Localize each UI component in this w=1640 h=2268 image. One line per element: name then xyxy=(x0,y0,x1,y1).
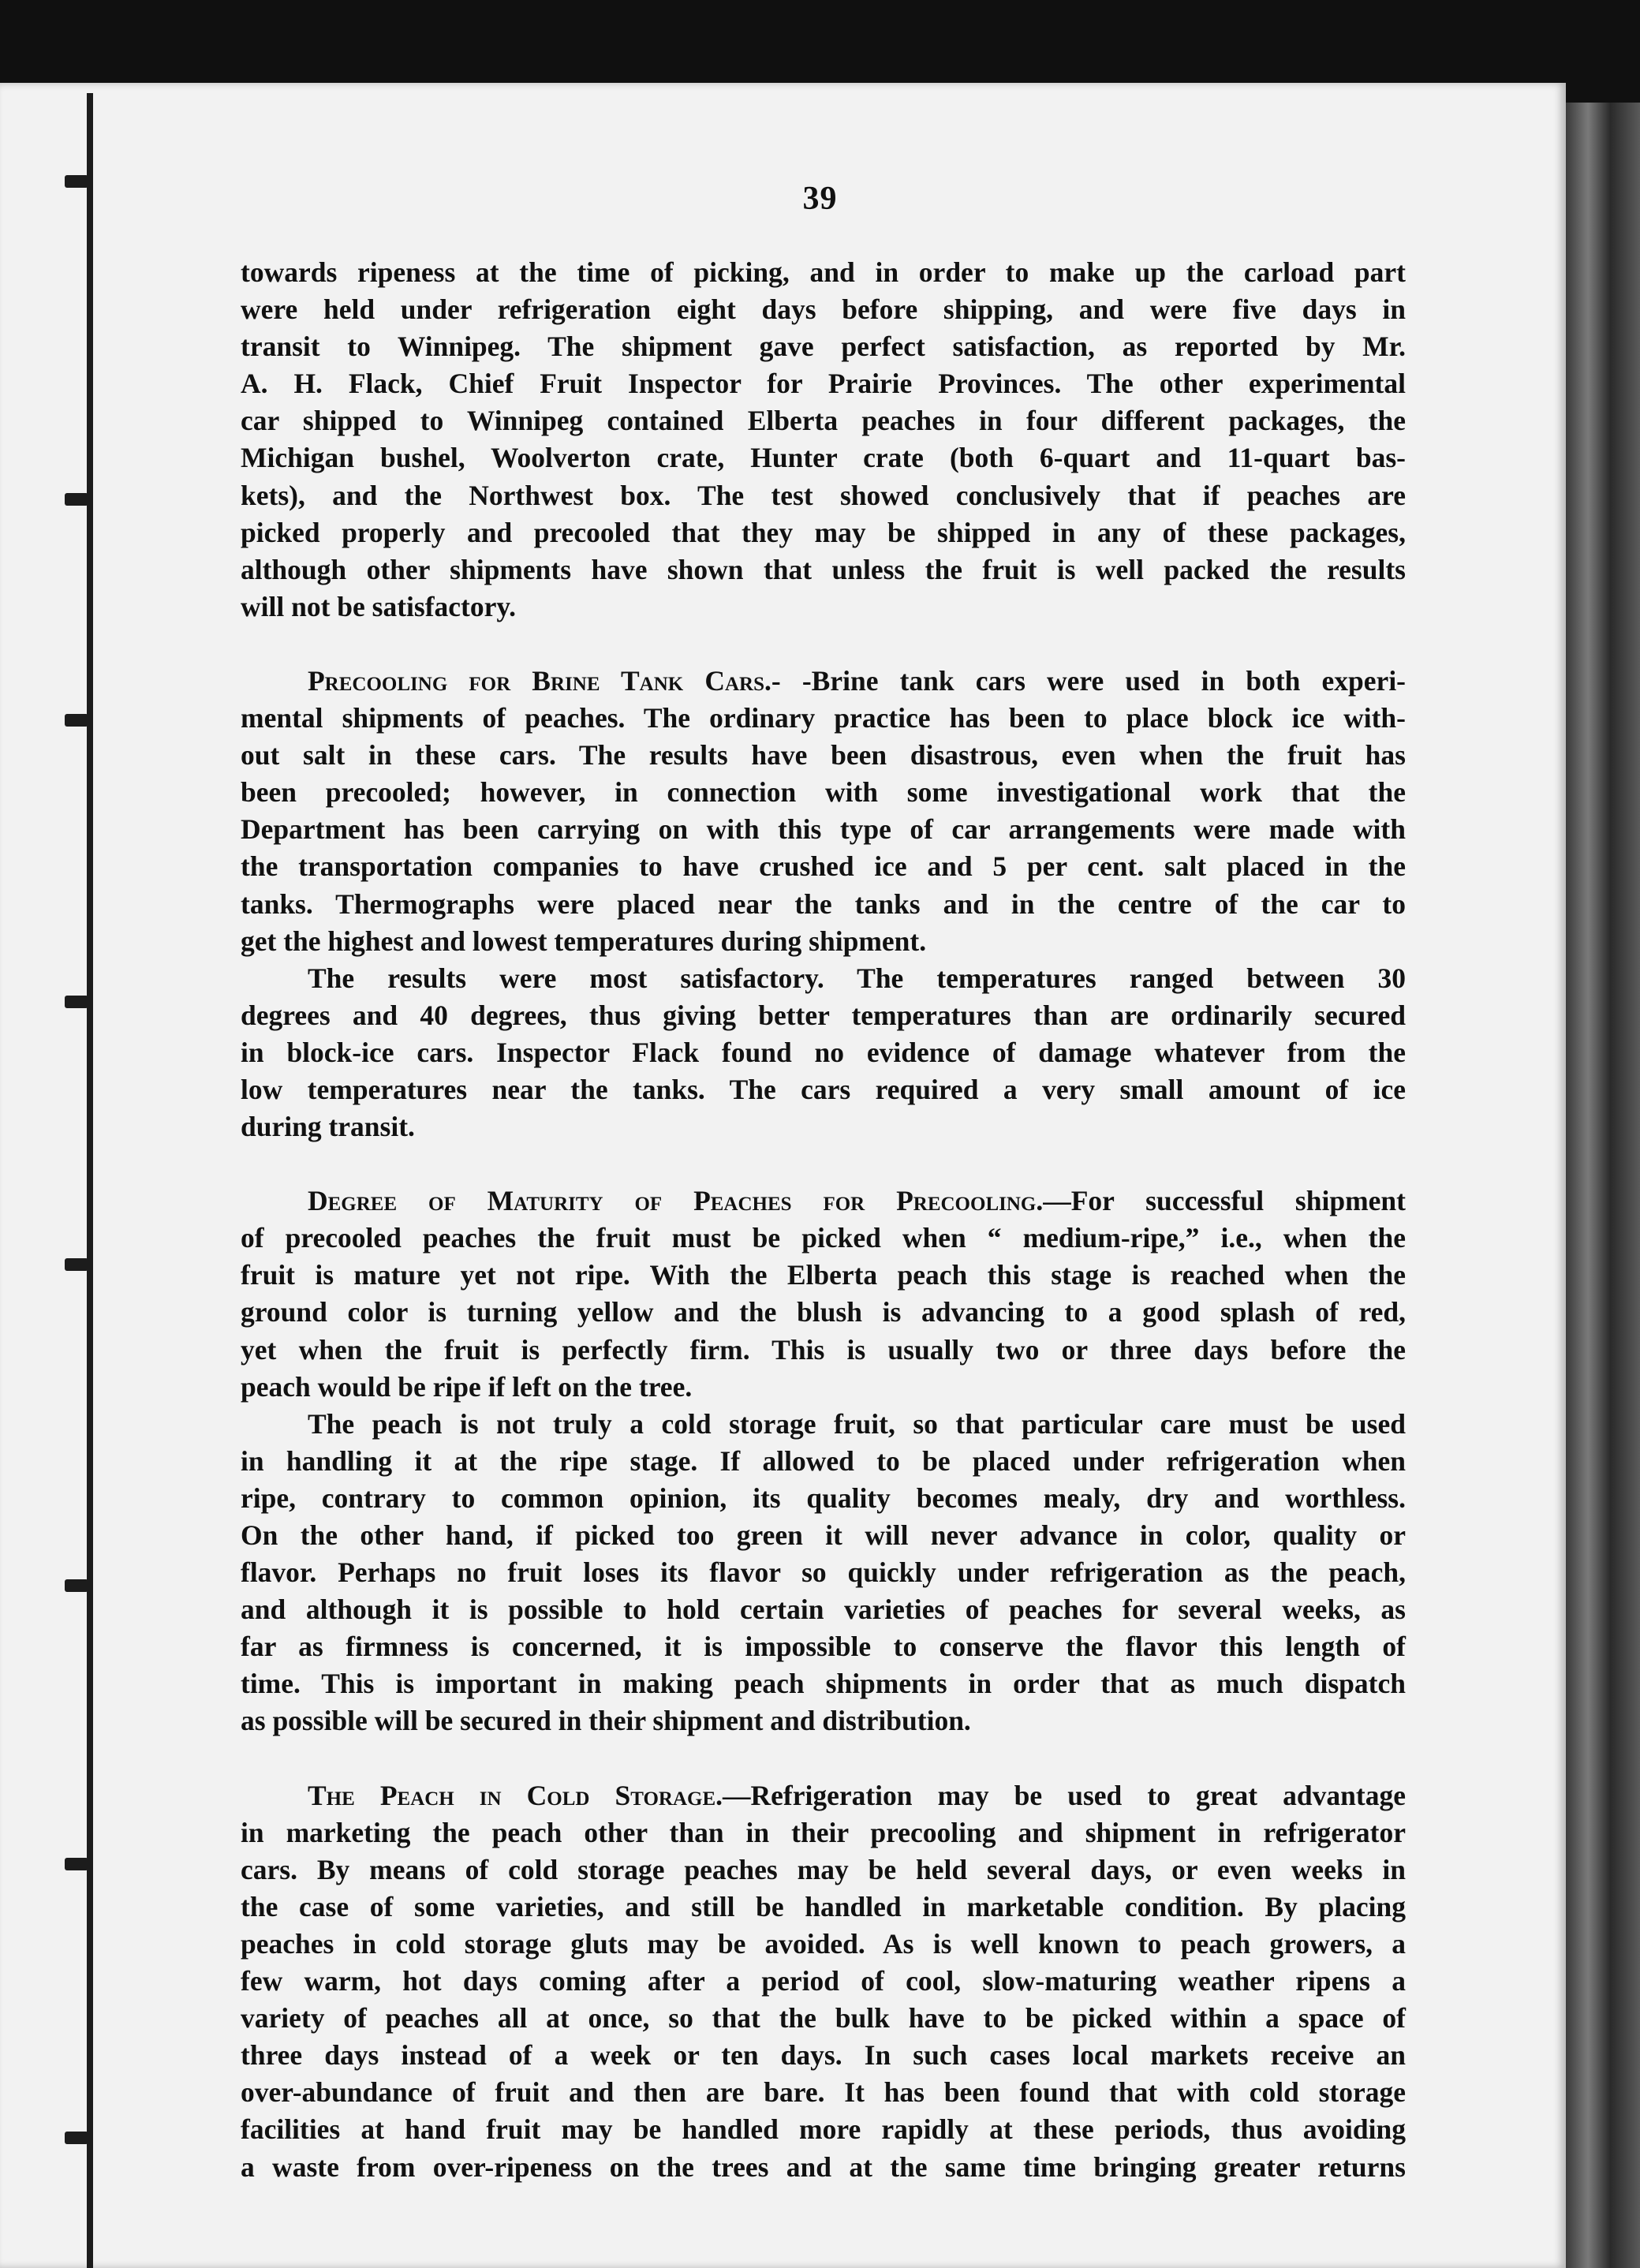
text-line: the case of some varieties, and still be handled in marketable condition. By placing xyxy=(241,1890,1406,1922)
paragraph xyxy=(241,1777,1406,2186)
page-number: 39 xyxy=(802,181,838,217)
text-line: of precooled peaches the fruit must be picked when “ medium-ripe,” i.e., when the xyxy=(241,1222,1406,1254)
text-line: A. H. Flack, Chief Fruit Inspector for Prairie Provinces. The other experimental xyxy=(241,368,1406,400)
text-line: degrees and 40 degrees, thus giving better temperatures than are ordinarily secured xyxy=(241,999,1406,1031)
paragraph xyxy=(241,960,1406,1145)
text-line: three days instead of a week or ten days. In such cases local markets receive an xyxy=(241,2039,1406,2072)
text-line: in handling it at the ripe stage. If allowed to be placed under refrigeration when xyxy=(241,1444,1406,1477)
text-line: fruit is mature yet not ripe. With the Elberta peach this stage is reached when the xyxy=(241,1259,1406,1291)
text-line: Department has been carrying on with this type of car arrangements were made with xyxy=(241,813,1406,846)
text-line: flavor. Perhaps no fruit loses its flavor so quickly under refrigeration as the peach, xyxy=(241,1556,1406,1589)
text-line: the transportation companies to have crushed ice and 5 per cent. salt placed in the xyxy=(241,850,1406,883)
text-line: yet when the fruit is perfectly firm. This is usually two or three days before the xyxy=(241,1333,1406,1366)
text-line: time. This is important in making peach shipments in order that as much dispatch xyxy=(241,1668,1406,1700)
page-edge-shadow xyxy=(1566,103,1640,2268)
binding-stitch-mark xyxy=(65,2132,88,2144)
text-line: Michigan bushel, Woolverton crate, Hunter crate (both 6-quart and 11-quart bas- xyxy=(241,442,1406,474)
text-line: few warm, hot days coming after a period of cool, slow-maturing weather ripens a xyxy=(241,1965,1406,1997)
text-line: variety of peaches all at once, so that the bulk have to be picked within a space of xyxy=(241,2002,1406,2034)
text-line: cars. By means of cold storage peaches may be held several days, or even weeks in xyxy=(241,1853,1406,1885)
text-line: transit to Winnipeg. The shipment gave perfect satisfaction, as reported by Mr. xyxy=(241,331,1406,363)
text-line: far as firmness is concerned, it is impossible to conserve the flavor this length of xyxy=(241,1631,1406,1663)
binding-stitch-mark xyxy=(65,493,88,506)
text-line: mental shipments of peaches. The ordinary practice has been to place block ice with- xyxy=(241,702,1406,734)
text-line: Degree of Maturity of Peaches for Precooling.—For successful shipment xyxy=(308,1185,1406,1217)
paragraph xyxy=(241,254,1406,626)
text-line: tanks. Thermographs were placed near the tanks and in the centre of the car to xyxy=(241,887,1406,920)
binding-stitch-mark xyxy=(65,1858,88,1870)
text-line: On the other hand, if picked too green it will never advance in color, quality or xyxy=(241,1519,1406,1551)
text-line: Precooling for Brine Tank Cars.- -Brine tank cars were used in both experi- xyxy=(308,664,1406,697)
paragraph xyxy=(241,663,1406,960)
text-line: in block-ice cars. Inspector Flack found no evidence of damage whatever from the xyxy=(241,1036,1406,1068)
text-line: peaches in cold storage gluts may be avoided. As is well known to peach growers, a xyxy=(241,1927,1406,1960)
binding-stitch-mark xyxy=(65,1579,88,1592)
text-line: over-abundance of fruit and then are bare. It has been found that with cold storage xyxy=(241,2076,1406,2109)
text-line: towards ripeness at the time of picking, and in order to make up the carload part xyxy=(241,256,1406,288)
text-line: The Peach in Cold Storage.—Refrigeration may be used to great advantage xyxy=(308,1779,1406,1811)
section-heading: Degree of Maturity of Peaches for Precooling. xyxy=(308,1185,1044,1217)
text-line: out salt in these cars. The results have been disastrous, even when the fruit has xyxy=(241,739,1406,772)
text-line: picked properly and precooled that they may be shipped in any of these packages, xyxy=(241,516,1406,548)
section-heading: The Peach in Cold Storage. xyxy=(308,1779,723,1811)
paragraph xyxy=(241,1183,1406,1406)
text-line: peach would be ripe if left on the tree. xyxy=(241,1370,693,1403)
text-line: The results were most satisfactory. The temperatures ranged between 30 xyxy=(308,962,1406,994)
text-line: during transit. xyxy=(241,1111,415,1143)
text-line: will not be satisfactory. xyxy=(241,590,517,622)
text-line: The peach is not truly a cold storage fruit, so that particular care must be used xyxy=(308,1407,1406,1440)
text-line: facilities at hand fruit may be handled more rapidly at these periods, thus avoiding xyxy=(241,2113,1406,2146)
text-line: car shipped to Winnipeg contained Elberta peaches in four different packages, the xyxy=(241,405,1406,437)
text-line: although other shipments have shown that unless the fruit is well packed the results xyxy=(241,553,1406,585)
binding-stitch-mark xyxy=(65,714,88,727)
body-text xyxy=(241,254,1406,2186)
text-line: been precooled; however, in connection with some investigational work that the xyxy=(241,776,1406,809)
paragraph xyxy=(241,1406,1406,1740)
text-line: get the highest and lowest temperatures during shipment. xyxy=(241,925,927,957)
binding-stitch-mark xyxy=(65,1258,88,1271)
text-line: kets), and the Northwest box. The test showed conclusively that if peaches are xyxy=(241,479,1406,511)
binding-stitch-line xyxy=(87,93,93,2268)
section-heading: Precooling for Brine Tank Cars. xyxy=(308,664,771,697)
text-line: ripe, contrary to common opinion, its quality becomes mealy, dry and worthless. xyxy=(241,1481,1406,1514)
binding-stitch-mark xyxy=(65,996,88,1008)
text-line: ground color is turning yellow and the blush is advancing to a good splash of red, xyxy=(241,1296,1406,1328)
text-line: were held under refrigeration eight days before shipping, and were five days in xyxy=(241,293,1406,326)
text-line: and although it is possible to hold certain varieties of peaches for several weeks, as xyxy=(241,1594,1406,1626)
text-line: in marketing the peach other than in their precooling and shipment in refrigerator xyxy=(241,1816,1406,1848)
text-line: a waste from over-ripeness on the trees and at the same time bringing greater returns xyxy=(241,2150,1406,2183)
text-line: as possible will be secured in their shipment and distribution. xyxy=(241,1705,971,1737)
text-line: low temperatures near the tanks. The cars required a very small amount of ice xyxy=(241,1073,1406,1105)
